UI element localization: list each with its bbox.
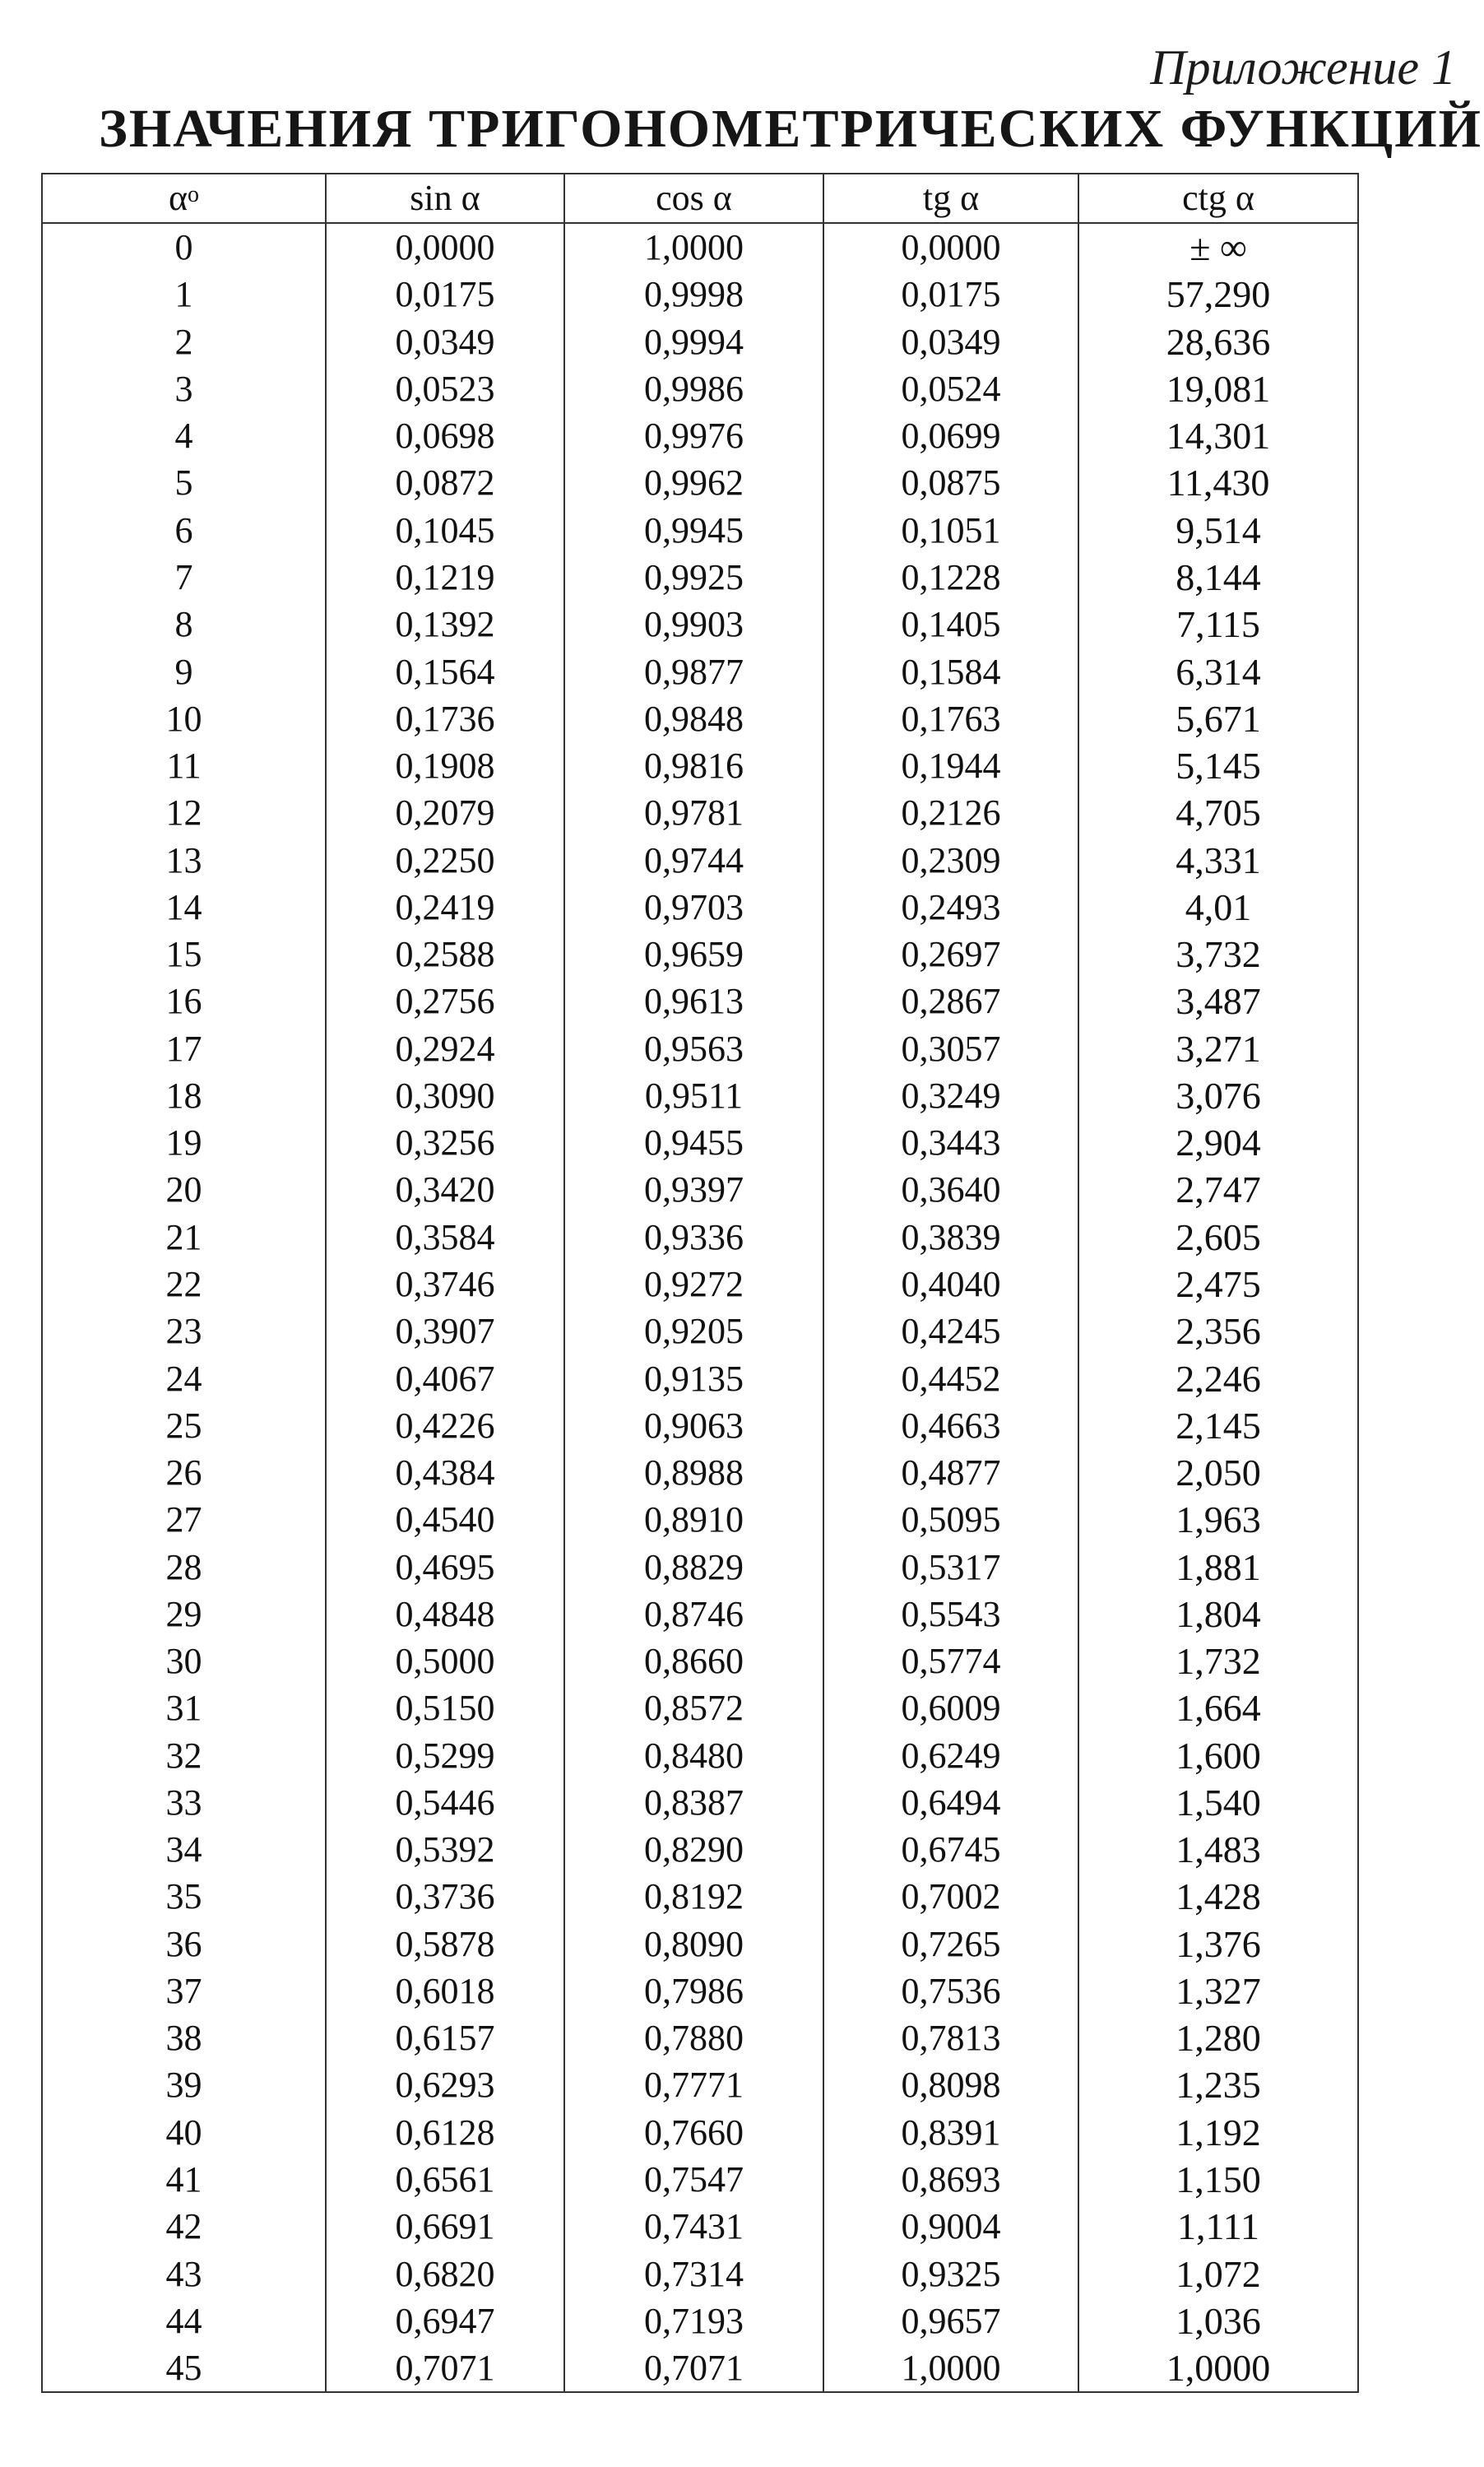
cell-tg: 0,7265 bbox=[823, 1921, 1078, 1968]
cell-cos: 0,7986 bbox=[564, 1968, 823, 2014]
table-row bbox=[42, 931, 1358, 978]
cell-ctg: ± ∞ bbox=[1078, 223, 1358, 271]
cell-sin: 0,2924 bbox=[326, 1025, 564, 1072]
cell-sin: 0,1564 bbox=[326, 648, 564, 695]
cell-angle: 7 bbox=[42, 554, 326, 601]
table-row bbox=[42, 1166, 1358, 1213]
cell-angle: 41 bbox=[42, 2156, 326, 2203]
cell-tg: 0,6009 bbox=[823, 1684, 1078, 1731]
table-row bbox=[42, 2156, 1358, 2203]
cell-cos: 0,7071 bbox=[564, 2344, 823, 2392]
cell-cos: 0,9563 bbox=[564, 1025, 823, 1072]
cell-angle: 0 bbox=[42, 223, 326, 271]
cell-tg: 1,0000 bbox=[823, 2344, 1078, 2392]
cell-angle: 11 bbox=[42, 742, 326, 789]
cell-angle: 32 bbox=[42, 1732, 326, 1779]
header-ctg: ctg α bbox=[1078, 174, 1358, 223]
cell-angle: 38 bbox=[42, 2014, 326, 2061]
cell-tg: 0,1405 bbox=[823, 601, 1078, 648]
cell-angle: 22 bbox=[42, 1261, 326, 1308]
cell-angle: 6 bbox=[42, 507, 326, 554]
cell-cos: 1,0000 bbox=[564, 223, 823, 271]
table-row bbox=[42, 884, 1358, 931]
cell-cos: 0,8660 bbox=[564, 1638, 823, 1684]
cell-angle: 21 bbox=[42, 1214, 326, 1261]
cell-angle: 29 bbox=[42, 1591, 326, 1638]
cell-angle: 42 bbox=[42, 2203, 326, 2250]
cell-sin: 0,5392 bbox=[326, 1826, 564, 1873]
cell-ctg: 5,671 bbox=[1078, 695, 1358, 742]
cell-tg: 0,6494 bbox=[823, 1779, 1078, 1826]
cell-angle: 30 bbox=[42, 1638, 326, 1684]
table-row bbox=[42, 1308, 1358, 1354]
cell-cos: 0,7660 bbox=[564, 2109, 823, 2156]
cell-angle: 40 bbox=[42, 2109, 326, 2156]
cell-cos: 0,9848 bbox=[564, 695, 823, 742]
cell-ctg: 11,430 bbox=[1078, 459, 1358, 506]
cell-ctg: 3,076 bbox=[1078, 1072, 1358, 1119]
cell-cos: 0,9659 bbox=[564, 931, 823, 978]
cell-angle: 5 bbox=[42, 459, 326, 506]
cell-sin: 0,2756 bbox=[326, 978, 564, 1024]
cell-sin: 0,2588 bbox=[326, 931, 564, 978]
table-row bbox=[42, 742, 1358, 789]
table-row bbox=[42, 1826, 1358, 1873]
cell-tg: 0,3640 bbox=[823, 1166, 1078, 1213]
cell-ctg: 3,271 bbox=[1078, 1025, 1358, 1072]
cell-sin: 0,0872 bbox=[326, 459, 564, 506]
cell-cos: 0,9397 bbox=[564, 1166, 823, 1213]
cell-sin: 0,0175 bbox=[326, 271, 564, 318]
cell-angle: 10 bbox=[42, 695, 326, 742]
appendix-label: Приложение 1 bbox=[1150, 40, 1456, 95]
cell-ctg: 1,192 bbox=[1078, 2109, 1358, 2156]
cell-tg: 0,5543 bbox=[823, 1591, 1078, 1638]
cell-sin: 0,1045 bbox=[326, 507, 564, 554]
cell-ctg: 1,111 bbox=[1078, 2203, 1358, 2250]
table-row bbox=[42, 1025, 1358, 1072]
cell-cos: 0,8290 bbox=[564, 1826, 823, 1873]
cell-tg: 0,0175 bbox=[823, 271, 1078, 318]
cell-ctg: 2,605 bbox=[1078, 1214, 1358, 1261]
cell-cos: 0,8480 bbox=[564, 1732, 823, 1779]
table-row bbox=[42, 601, 1358, 648]
cell-tg: 0,7813 bbox=[823, 2014, 1078, 2061]
cell-cos: 0,9455 bbox=[564, 1119, 823, 1166]
cell-sin: 0,6947 bbox=[326, 2297, 564, 2344]
table-row bbox=[42, 1543, 1358, 1590]
cell-ctg: 1,428 bbox=[1078, 1873, 1358, 1920]
cell-tg: 0,7002 bbox=[823, 1873, 1078, 1920]
cell-cos: 0,8387 bbox=[564, 1779, 823, 1826]
cell-sin: 0,4695 bbox=[326, 1543, 564, 1590]
table-row bbox=[42, 318, 1358, 365]
cell-sin: 0,4384 bbox=[326, 1449, 564, 1496]
cell-angle: 9 bbox=[42, 648, 326, 695]
cell-ctg: 2,145 bbox=[1078, 1402, 1358, 1449]
cell-sin: 0,3736 bbox=[326, 1873, 564, 1920]
table-row bbox=[42, 459, 1358, 506]
table-row bbox=[42, 1354, 1358, 1401]
table-row bbox=[42, 2297, 1358, 2344]
cell-tg: 0,5774 bbox=[823, 1638, 1078, 1684]
table-row bbox=[42, 271, 1358, 318]
cell-ctg: 1,036 bbox=[1078, 2297, 1358, 2344]
cell-sin: 0,0698 bbox=[326, 412, 564, 459]
table-row bbox=[42, 789, 1358, 836]
cell-tg: 0,8693 bbox=[823, 2156, 1078, 2203]
cell-ctg: 1,483 bbox=[1078, 1826, 1358, 1873]
cell-ctg: 5,145 bbox=[1078, 742, 1358, 789]
cell-sin: 0,1392 bbox=[326, 601, 564, 648]
cell-ctg: 1,881 bbox=[1078, 1543, 1358, 1590]
table-row bbox=[42, 1449, 1358, 1496]
cell-angle: 16 bbox=[42, 978, 326, 1024]
table-row bbox=[42, 2344, 1358, 2392]
cell-cos: 0,9744 bbox=[564, 836, 823, 883]
cell-sin: 0,6018 bbox=[326, 1968, 564, 2014]
cell-tg: 0,4877 bbox=[823, 1449, 1078, 1496]
cell-sin: 0,5150 bbox=[326, 1684, 564, 1731]
cell-angle: 2 bbox=[42, 318, 326, 365]
table-row bbox=[42, 1968, 1358, 2014]
table-row bbox=[42, 1873, 1358, 1920]
cell-sin: 0,7071 bbox=[326, 2344, 564, 2392]
cell-tg: 0,8391 bbox=[823, 2109, 1078, 2156]
cell-ctg: 14,301 bbox=[1078, 412, 1358, 459]
table-row bbox=[42, 695, 1358, 742]
cell-sin: 0,3420 bbox=[326, 1166, 564, 1213]
cell-ctg: 1,235 bbox=[1078, 2061, 1358, 2108]
cell-angle: 13 bbox=[42, 836, 326, 883]
cell-cos: 0,8192 bbox=[564, 1873, 823, 1920]
table-header bbox=[42, 174, 1358, 223]
cell-ctg: 2,246 bbox=[1078, 1354, 1358, 1401]
cell-angle: 37 bbox=[42, 1968, 326, 2014]
table-row bbox=[42, 1638, 1358, 1684]
cell-cos: 0,7771 bbox=[564, 2061, 823, 2108]
table-row bbox=[42, 1496, 1358, 1543]
table-row bbox=[42, 1072, 1358, 1119]
cell-sin: 0,4226 bbox=[326, 1402, 564, 1449]
cell-sin: 0,6128 bbox=[326, 2109, 564, 2156]
page-title: ЗНАЧЕНИЯ ТРИГОНОМЕТРИЧЕСКИХ ФУНКЦИЙ bbox=[99, 99, 1482, 159]
cell-cos: 0,9998 bbox=[564, 271, 823, 318]
cell-cos: 0,8572 bbox=[564, 1684, 823, 1731]
cell-angle: 15 bbox=[42, 931, 326, 978]
cell-ctg: 7,115 bbox=[1078, 601, 1358, 648]
cell-ctg: 9,514 bbox=[1078, 507, 1358, 554]
table-row bbox=[42, 2061, 1358, 2108]
cell-sin: 0,3090 bbox=[326, 1072, 564, 1119]
table-row bbox=[42, 1214, 1358, 1261]
cell-cos: 0,9703 bbox=[564, 884, 823, 931]
table-row bbox=[42, 2109, 1358, 2156]
cell-angle: 8 bbox=[42, 601, 326, 648]
cell-angle: 20 bbox=[42, 1166, 326, 1213]
table-row bbox=[42, 365, 1358, 412]
cell-ctg: 28,636 bbox=[1078, 318, 1358, 365]
cell-tg: 0,3057 bbox=[823, 1025, 1078, 1072]
cell-cos: 0,9816 bbox=[564, 742, 823, 789]
table-body bbox=[42, 223, 1358, 2392]
cell-angle: 45 bbox=[42, 2344, 326, 2392]
table-row bbox=[42, 2203, 1358, 2250]
cell-sin: 0,2250 bbox=[326, 836, 564, 883]
cell-cos: 0,8090 bbox=[564, 1921, 823, 1968]
header-tg: tg α bbox=[823, 174, 1078, 223]
cell-ctg: 2,050 bbox=[1078, 1449, 1358, 1496]
cell-tg: 0,9325 bbox=[823, 2250, 1078, 2297]
cell-tg: 0,0524 bbox=[823, 365, 1078, 412]
cell-angle: 34 bbox=[42, 1826, 326, 1873]
cell-ctg: 57,290 bbox=[1078, 271, 1358, 318]
cell-ctg: 1,963 bbox=[1078, 1496, 1358, 1543]
cell-ctg: 1,0000 bbox=[1078, 2344, 1358, 2392]
cell-cos: 0,9781 bbox=[564, 789, 823, 836]
cell-sin: 0,5000 bbox=[326, 1638, 564, 1684]
cell-tg: 0,1228 bbox=[823, 554, 1078, 601]
cell-angle: 24 bbox=[42, 1354, 326, 1401]
cell-tg: 0,1763 bbox=[823, 695, 1078, 742]
cell-tg: 0,4245 bbox=[823, 1308, 1078, 1354]
cell-tg: 0,4452 bbox=[823, 1354, 1078, 1401]
cell-cos: 0,9877 bbox=[564, 648, 823, 695]
cell-angle: 27 bbox=[42, 1496, 326, 1543]
cell-angle: 3 bbox=[42, 365, 326, 412]
cell-tg: 0,1051 bbox=[823, 507, 1078, 554]
header-row bbox=[42, 174, 1358, 223]
cell-ctg: 1,327 bbox=[1078, 1968, 1358, 2014]
cell-sin: 0,6561 bbox=[326, 2156, 564, 2203]
cell-cos: 0,9205 bbox=[564, 1308, 823, 1354]
cell-cos: 0,9962 bbox=[564, 459, 823, 506]
cell-cos: 0,7880 bbox=[564, 2014, 823, 2061]
table-row bbox=[42, 554, 1358, 601]
cell-cos: 0,9063 bbox=[564, 1402, 823, 1449]
cell-angle: 35 bbox=[42, 1873, 326, 1920]
cell-angle: 28 bbox=[42, 1543, 326, 1590]
cell-sin: 0,6293 bbox=[326, 2061, 564, 2108]
cell-ctg: 1,804 bbox=[1078, 1591, 1358, 1638]
cell-tg: 0,0875 bbox=[823, 459, 1078, 506]
cell-tg: 0,2697 bbox=[823, 931, 1078, 978]
cell-cos: 0,7547 bbox=[564, 2156, 823, 2203]
cell-sin: 0,0349 bbox=[326, 318, 564, 365]
cell-tg: 0,9657 bbox=[823, 2297, 1078, 2344]
cell-tg: 0,7536 bbox=[823, 1968, 1078, 2014]
cell-sin: 0,6691 bbox=[326, 2203, 564, 2250]
cell-cos: 0,8746 bbox=[564, 1591, 823, 1638]
cell-tg: 0,6249 bbox=[823, 1732, 1078, 1779]
cell-cos: 0,9925 bbox=[564, 554, 823, 601]
cell-ctg: 2,475 bbox=[1078, 1261, 1358, 1308]
cell-ctg: 1,150 bbox=[1078, 2156, 1358, 2203]
cell-tg: 0,2493 bbox=[823, 884, 1078, 931]
cell-angle: 44 bbox=[42, 2297, 326, 2344]
cell-cos: 0,9272 bbox=[564, 1261, 823, 1308]
cell-tg: 0,0349 bbox=[823, 318, 1078, 365]
table-row bbox=[42, 1921, 1358, 1968]
cell-tg: 0,6745 bbox=[823, 1826, 1078, 1873]
cell-cos: 0,9903 bbox=[564, 601, 823, 648]
table-row bbox=[42, 507, 1358, 554]
cell-cos: 0,7314 bbox=[564, 2250, 823, 2297]
table-row bbox=[42, 223, 1358, 271]
cell-angle: 17 bbox=[42, 1025, 326, 1072]
cell-cos: 0,9994 bbox=[564, 318, 823, 365]
cell-angle: 31 bbox=[42, 1684, 326, 1731]
table-row bbox=[42, 1779, 1358, 1826]
cell-tg: 0,0000 bbox=[823, 223, 1078, 271]
cell-sin: 0,1736 bbox=[326, 695, 564, 742]
cell-tg: 0,2867 bbox=[823, 978, 1078, 1024]
cell-sin: 0,2419 bbox=[326, 884, 564, 931]
cell-ctg: 2,356 bbox=[1078, 1308, 1358, 1354]
cell-ctg: 1,540 bbox=[1078, 1779, 1358, 1826]
cell-sin: 0,3746 bbox=[326, 1261, 564, 1308]
cell-cos: 0,7431 bbox=[564, 2203, 823, 2250]
cell-ctg: 3,732 bbox=[1078, 931, 1358, 978]
cell-cos: 0,9986 bbox=[564, 365, 823, 412]
cell-tg: 0,3839 bbox=[823, 1214, 1078, 1261]
cell-sin: 0,5878 bbox=[326, 1921, 564, 1968]
cell-tg: 0,3249 bbox=[823, 1072, 1078, 1119]
header-cos: cos α bbox=[564, 174, 823, 223]
cell-cos: 0,8829 bbox=[564, 1543, 823, 1590]
cell-sin: 0,1219 bbox=[326, 554, 564, 601]
cell-sin: 0,0000 bbox=[326, 223, 564, 271]
cell-sin: 0,4067 bbox=[326, 1354, 564, 1401]
cell-angle: 1 bbox=[42, 271, 326, 318]
cell-tg: 0,1944 bbox=[823, 742, 1078, 789]
cell-ctg: 4,705 bbox=[1078, 789, 1358, 836]
header-alpha-symbol: α bbox=[168, 178, 188, 218]
cell-cos: 0,8910 bbox=[564, 1496, 823, 1543]
cell-tg: 0,5095 bbox=[823, 1496, 1078, 1543]
table-row bbox=[42, 1261, 1358, 1308]
cell-cos: 0,9976 bbox=[564, 412, 823, 459]
cell-cos: 0,7193 bbox=[564, 2297, 823, 2344]
cell-sin: 0,0523 bbox=[326, 365, 564, 412]
cell-cos: 0,9945 bbox=[564, 507, 823, 554]
cell-sin: 0,4848 bbox=[326, 1591, 564, 1638]
cell-ctg: 1,600 bbox=[1078, 1732, 1358, 1779]
cell-ctg: 8,144 bbox=[1078, 554, 1358, 601]
cell-tg: 0,1584 bbox=[823, 648, 1078, 695]
cell-tg: 0,4663 bbox=[823, 1402, 1078, 1449]
header-alpha-degrees bbox=[42, 174, 326, 223]
cell-ctg: 1,732 bbox=[1078, 1638, 1358, 1684]
cell-ctg: 1,072 bbox=[1078, 2250, 1358, 2297]
cell-angle: 14 bbox=[42, 884, 326, 931]
cell-ctg: 6,314 bbox=[1078, 648, 1358, 695]
table-row bbox=[42, 1402, 1358, 1449]
cell-angle: 25 bbox=[42, 1402, 326, 1449]
cell-angle: 12 bbox=[42, 789, 326, 836]
table-row bbox=[42, 978, 1358, 1024]
table-row bbox=[42, 1684, 1358, 1731]
cell-angle: 26 bbox=[42, 1449, 326, 1496]
table-row bbox=[42, 1732, 1358, 1779]
table-row bbox=[42, 836, 1358, 883]
cell-ctg: 1,280 bbox=[1078, 2014, 1358, 2061]
cell-angle: 36 bbox=[42, 1921, 326, 1968]
cell-tg: 0,4040 bbox=[823, 1261, 1078, 1308]
cell-tg: 0,2309 bbox=[823, 836, 1078, 883]
trig-values-table bbox=[41, 173, 1359, 2393]
cell-cos: 0,9336 bbox=[564, 1214, 823, 1261]
cell-angle: 19 bbox=[42, 1119, 326, 1166]
cell-cos: 0,9613 bbox=[564, 978, 823, 1024]
cell-angle: 43 bbox=[42, 2250, 326, 2297]
cell-tg: 0,8098 bbox=[823, 2061, 1078, 2108]
cell-ctg: 2,747 bbox=[1078, 1166, 1358, 1213]
table-row bbox=[42, 2014, 1358, 2061]
cell-cos: 0,9511 bbox=[564, 1072, 823, 1119]
table-row bbox=[42, 1119, 1358, 1166]
cell-cos: 0,8988 bbox=[564, 1449, 823, 1496]
cell-tg: 0,9004 bbox=[823, 2203, 1078, 2250]
table-row bbox=[42, 1591, 1358, 1638]
table-row bbox=[42, 648, 1358, 695]
cell-ctg: 3,487 bbox=[1078, 978, 1358, 1024]
cell-ctg: 4,01 bbox=[1078, 884, 1358, 931]
cell-tg: 0,0699 bbox=[823, 412, 1078, 459]
cell-sin: 0,5446 bbox=[326, 1779, 564, 1826]
cell-sin: 0,3584 bbox=[326, 1214, 564, 1261]
cell-ctg: 4,331 bbox=[1078, 836, 1358, 883]
cell-sin: 0,3907 bbox=[326, 1308, 564, 1354]
cell-angle: 4 bbox=[42, 412, 326, 459]
cell-sin: 0,1908 bbox=[326, 742, 564, 789]
cell-ctg: 2,904 bbox=[1078, 1119, 1358, 1166]
cell-sin: 0,6157 bbox=[326, 2014, 564, 2061]
cell-angle: 33 bbox=[42, 1779, 326, 1826]
cell-sin: 0,4540 bbox=[326, 1496, 564, 1543]
cell-ctg: 1,664 bbox=[1078, 1684, 1358, 1731]
cell-angle: 18 bbox=[42, 1072, 326, 1119]
cell-sin: 0,6820 bbox=[326, 2250, 564, 2297]
cell-cos: 0,9135 bbox=[564, 1354, 823, 1401]
header-degree-mark: o bbox=[188, 182, 200, 207]
table-row bbox=[42, 2250, 1358, 2297]
cell-ctg: 1,376 bbox=[1078, 1921, 1358, 1968]
table-row bbox=[42, 412, 1358, 459]
cell-sin: 0,2079 bbox=[326, 789, 564, 836]
cell-tg: 0,5317 bbox=[823, 1543, 1078, 1590]
cell-angle: 23 bbox=[42, 1308, 326, 1354]
cell-sin: 0,5299 bbox=[326, 1732, 564, 1779]
cell-sin: 0,3256 bbox=[326, 1119, 564, 1166]
cell-angle: 39 bbox=[42, 2061, 326, 2108]
header-sin: sin α bbox=[326, 174, 564, 223]
cell-tg: 0,2126 bbox=[823, 789, 1078, 836]
cell-tg: 0,3443 bbox=[823, 1119, 1078, 1166]
cell-ctg: 19,081 bbox=[1078, 365, 1358, 412]
